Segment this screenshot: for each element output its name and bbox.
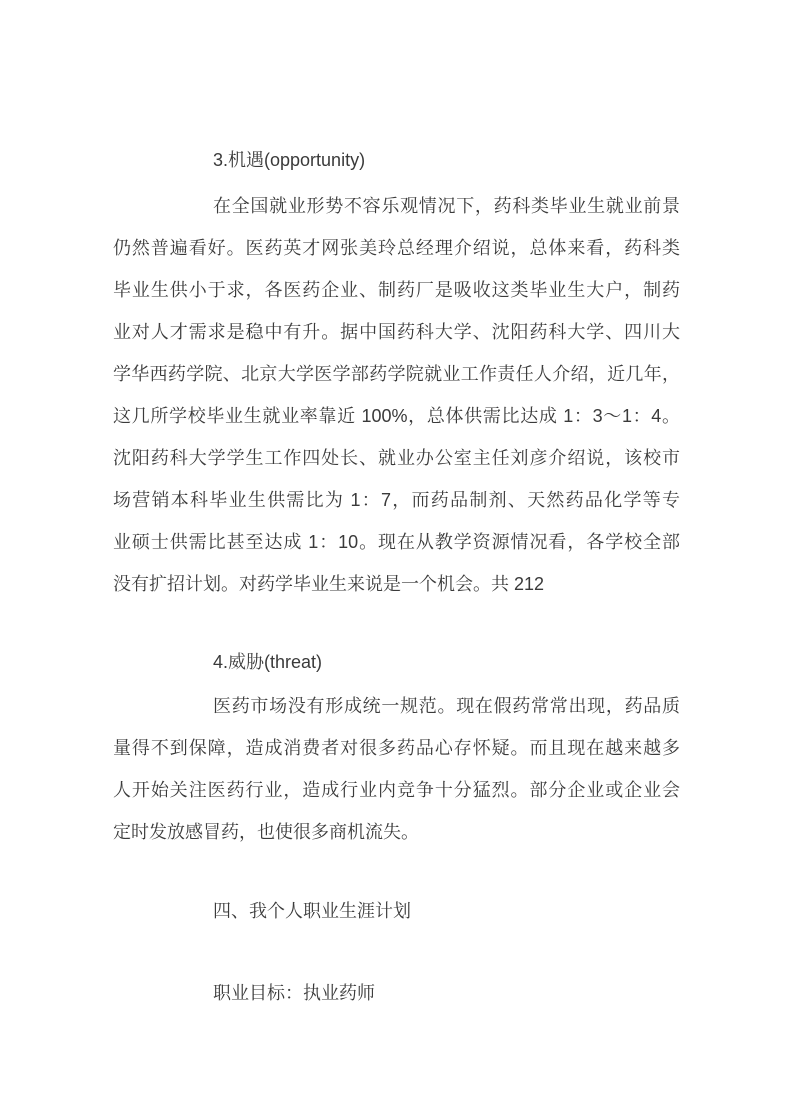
paragraph-threat <box>113 685 680 853</box>
paragraph-opportunity <box>113 185 680 605</box>
heading-career-goal: 职业目标：执业药师 <box>213 983 375 1003</box>
paragraph-line: 医药市场没有形成统一规范。现在假药常常出现，药品质 <box>213 696 680 716</box>
paragraph-line: 业对人才需求是稳中有升。据中国药科大学、沈阳药科大学、四川大 <box>113 322 680 342</box>
paragraph-line: 业硕士供需比甚至达成 1：10。现在从教学资源情况看，各学校全部 <box>113 532 680 552</box>
paragraph-line: 没有扩招计划。对药学毕业生来说是一个机会。共 212 <box>113 574 545 594</box>
paragraph-line: 人开始关注医药行业，造成行业内竞争十分猛烈。部分企业或企业会 <box>113 780 680 800</box>
paragraph-line: 仍然普遍看好。医药英才网张美玲总经理介绍说，总体来看，药科类 <box>113 238 680 258</box>
heading-threat: 4.威胁(threat) <box>213 652 323 672</box>
paragraph-line: 量得不到保障，造成消费者对很多药品心存怀疑。而且现在越来越多 <box>113 738 680 758</box>
paragraph-line: 在全国就业形势不容乐观情况下，药科类毕业生就业前景 <box>213 196 680 216</box>
paragraph-line: 这几所学校毕业生就业率靠近 100%，总体供需比达成 1：3～1：4。 <box>113 406 680 426</box>
paragraph-line: 定时发放感冒药，也使很多商机流失。 <box>113 822 419 842</box>
paragraph-line: 学华西药学院、北京大学医学部药学院就业工作责任人介绍，近几年， <box>113 364 680 384</box>
paragraph-line: 沈阳药科大学学生工作四处长、就业办公室主任刘彦介绍说，该校市 <box>113 448 680 468</box>
paragraph-line: 毕业生供小于求，各医药企业、制药厂是吸收这类毕业生大户，制药 <box>113 280 680 300</box>
heading-career-plan-section: 四、我个人职业生涯计划 <box>213 901 411 921</box>
heading-opportunity: 3.机遇(opportunity) <box>213 150 366 170</box>
paragraph-line: 场营销本科毕业生供需比为 1：7，而药品制剂、天然药品化学等专 <box>113 490 680 510</box>
document-content <box>113 139 680 1014</box>
